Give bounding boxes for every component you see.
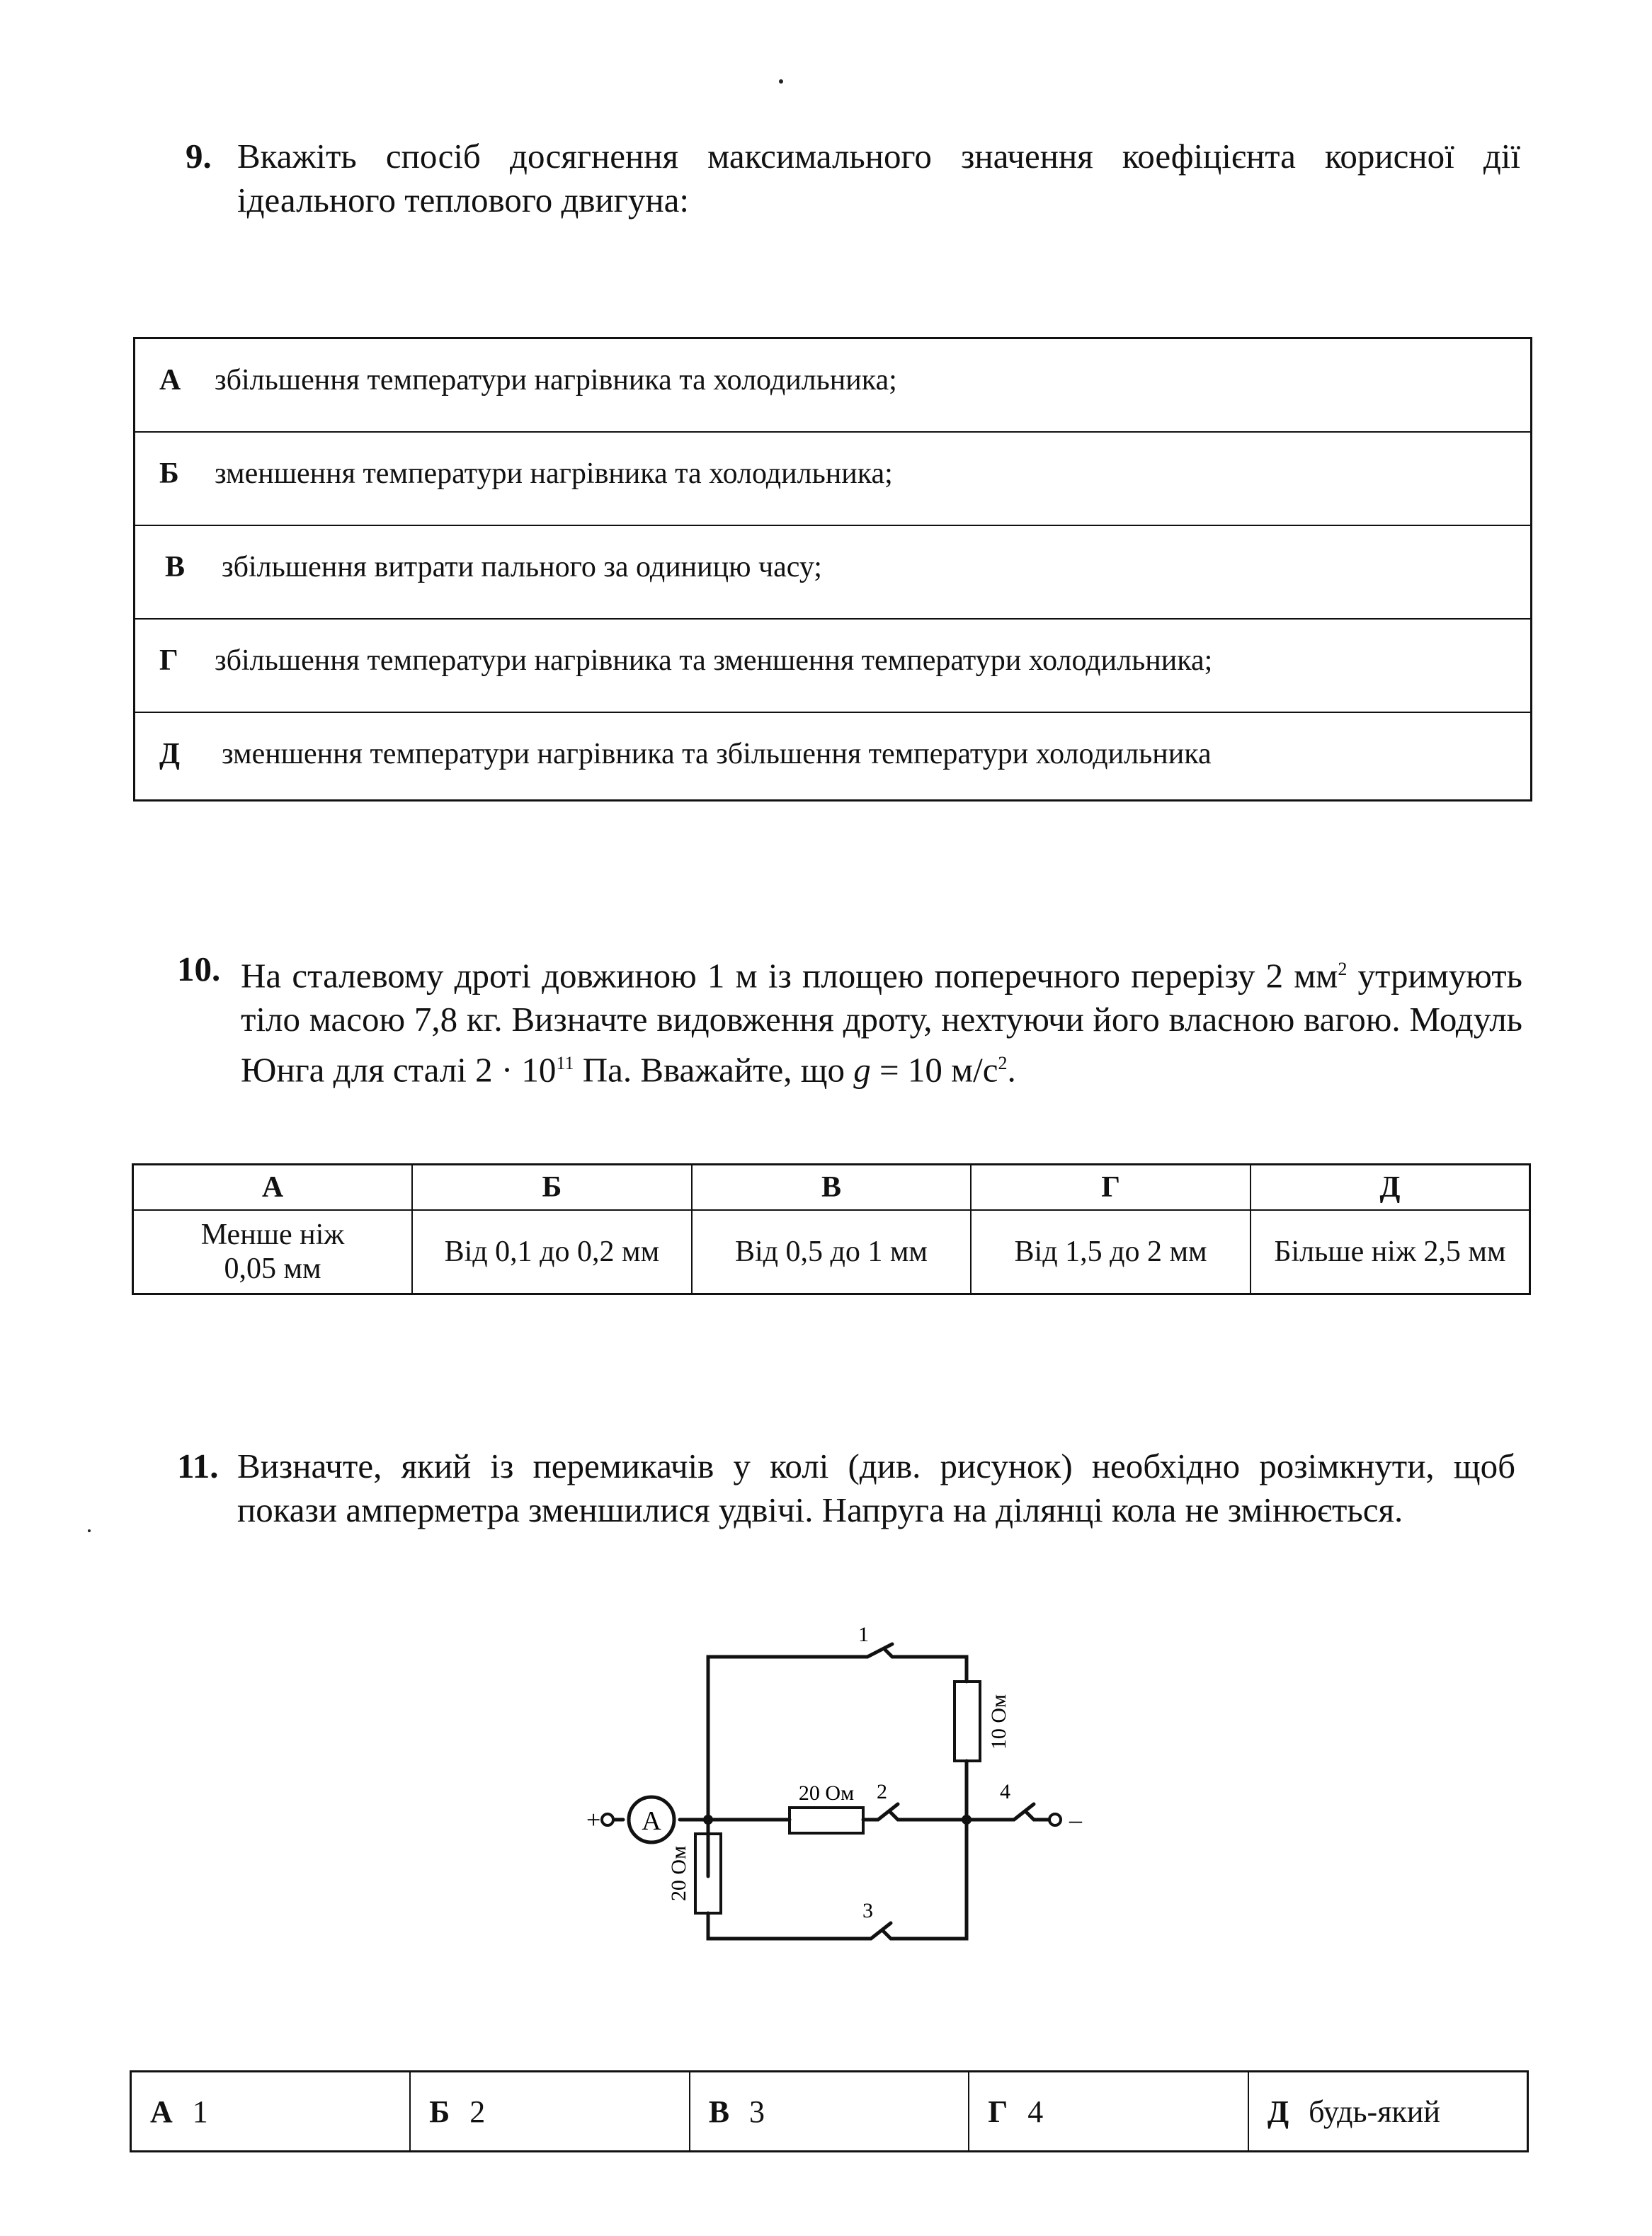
q11-answer-e[interactable]	[1248, 2072, 1528, 2152]
wire-top-right	[885, 1650, 967, 1682]
scan-speck	[779, 79, 783, 84]
option-letter: Г	[159, 644, 178, 677]
answer-letter: В	[708, 2094, 730, 2129]
q11-answer-c[interactable]	[690, 2072, 969, 2152]
answer-letter: Б	[429, 2094, 450, 2129]
answer-text: будь-який	[1309, 2094, 1440, 2129]
q9-question: Вкажіть спосіб досягнення максимального значення коефіцієнта корисної дії ідеального теплового двигуна:	[237, 137, 1520, 219]
answer-letter: Г	[988, 2094, 1008, 2129]
q10-answer-table	[132, 1163, 1531, 1295]
q10-answer-row	[133, 1210, 1530, 1294]
option-text: збільшення витрати пального за одиницю часу;	[222, 551, 822, 583]
q11-question: Визначте, який із перемикачів у колі (див. рисунок) необхідно розімкнути, щоб покази амперметра зменшилися удвічі. Напруга на ділянці кола не змінюється.	[237, 1447, 1515, 1529]
q11-answer-row	[131, 2072, 1528, 2152]
q10-header-a: А	[133, 1165, 413, 1211]
option-text: зменшення температури нагрівника та збільшення температури холодильника	[222, 738, 1212, 770]
answer-letter: Д	[1267, 2094, 1289, 2129]
q10-text-part4: = 10 м/с	[870, 1050, 998, 1090]
q9-options	[133, 337, 1532, 802]
q10-header-b: Б	[412, 1165, 692, 1211]
q10-header-e: Д	[1251, 1165, 1530, 1211]
q9-option-a[interactable]	[135, 339, 1530, 433]
q9-option-c[interactable]	[135, 526, 1530, 620]
answer-text: 2	[469, 2094, 486, 2129]
q11-answer-b[interactable]	[410, 2072, 690, 2152]
q10-answer-d[interactable]: Від 1,5 до 2 мм	[971, 1210, 1251, 1294]
q10-text-part1: На сталевому дроті довжиною 1 м із площею поперечного перерізу 2 мм	[241, 956, 1338, 996]
option-letter: Д	[159, 738, 180, 770]
junction-dot	[962, 1815, 972, 1825]
option-text: збільшення температури нагрівника та зменшення температури холодильника;	[215, 644, 1213, 677]
q11-answer-a[interactable]	[131, 2072, 411, 2152]
q10-g-symbol: g	[853, 1050, 871, 1090]
answer-text: 4	[1027, 2094, 1044, 2129]
q10-header-c: В	[692, 1165, 972, 1211]
terminal-minus	[1049, 1814, 1061, 1825]
label-r-top: 10 Ом	[987, 1694, 1010, 1750]
answer-text: 1	[192, 2094, 208, 2129]
q10-sup1: 2	[1338, 959, 1348, 979]
ammeter-label: A	[642, 1806, 661, 1836]
q9-number: 9.	[186, 137, 212, 176]
resistor-10-ohm	[955, 1682, 980, 1761]
q10-text-part3: Па. Вважайте, що	[574, 1050, 854, 1090]
label-switch-1: 1	[858, 1623, 869, 1646]
q10-sup2: 11	[556, 1053, 574, 1074]
label-r-left: 20 Ом	[667, 1845, 690, 1902]
answer-text: 3	[749, 2094, 765, 2129]
option-text: зменшення температури нагрівника та холодильника;	[215, 457, 893, 490]
label-r-mid: 20 Ом	[798, 1781, 855, 1805]
wire-bottom-right	[884, 1820, 967, 1939]
q11-number: 11.	[177, 1447, 219, 1485]
resistor-20-ohm-mid	[790, 1808, 863, 1833]
q10-header-row	[133, 1165, 1530, 1211]
label-switch-3: 3	[862, 1899, 873, 1922]
answer-letter: А	[150, 2094, 173, 2129]
q10-sup3: 2	[998, 1053, 1008, 1074]
option-letter: В	[165, 551, 186, 583]
q10-answer-a-text: Менше ніж 0,05 мм	[200, 1219, 345, 1285]
q9-option-d[interactable]	[135, 620, 1530, 713]
q10-answer-b[interactable]: Від 0,1 до 0,2 мм	[412, 1210, 692, 1294]
option-letter: А	[159, 364, 181, 397]
wire-bottom	[708, 1913, 871, 1939]
label-switch-2: 2	[877, 1780, 887, 1803]
q10-answer-c[interactable]: Від 0,5 до 1 мм	[692, 1210, 972, 1294]
q10-number: 10.	[177, 949, 221, 988]
q10-answer-e[interactable]: Більше ніж 2,5 мм	[1251, 1210, 1530, 1294]
circuit-diagram	[581, 1614, 1119, 1968]
q10-text-part2: утримують тіло масою 7,8 кг. Визначте видовження дроту, нехтуючи його власною вагою. Модуль Юнга для сталі 2 · 10	[241, 956, 1522, 1090]
q10-header-d: Г	[971, 1165, 1251, 1211]
junction-dot	[703, 1815, 713, 1825]
q11-answer-d[interactable]	[969, 2072, 1248, 2152]
q10-text-part5: .	[1007, 1050, 1016, 1090]
q10-answer-a[interactable]	[133, 1210, 413, 1294]
q9-option-e[interactable]	[135, 713, 1530, 799]
terminal-minus-label: –	[1069, 1806, 1082, 1834]
q11-text	[237, 1444, 1515, 1532]
terminal-plus	[602, 1814, 613, 1825]
option-letter: Б	[159, 457, 179, 490]
q11-answer-table	[130, 2070, 1529, 2152]
q10-text	[241, 947, 1522, 1093]
scan-speck	[88, 1529, 91, 1532]
q9-option-b[interactable]	[135, 433, 1530, 526]
option-text: збільшення температури нагрівника та холодильника;	[215, 364, 897, 397]
wire-top	[708, 1657, 867, 1876]
wire-main-right	[891, 1813, 1014, 1820]
terminal-plus-label: +	[586, 1806, 601, 1834]
q9-text	[237, 135, 1520, 222]
wire-terminal-minus	[1027, 1813, 1049, 1820]
label-switch-4: 4	[1000, 1780, 1010, 1803]
